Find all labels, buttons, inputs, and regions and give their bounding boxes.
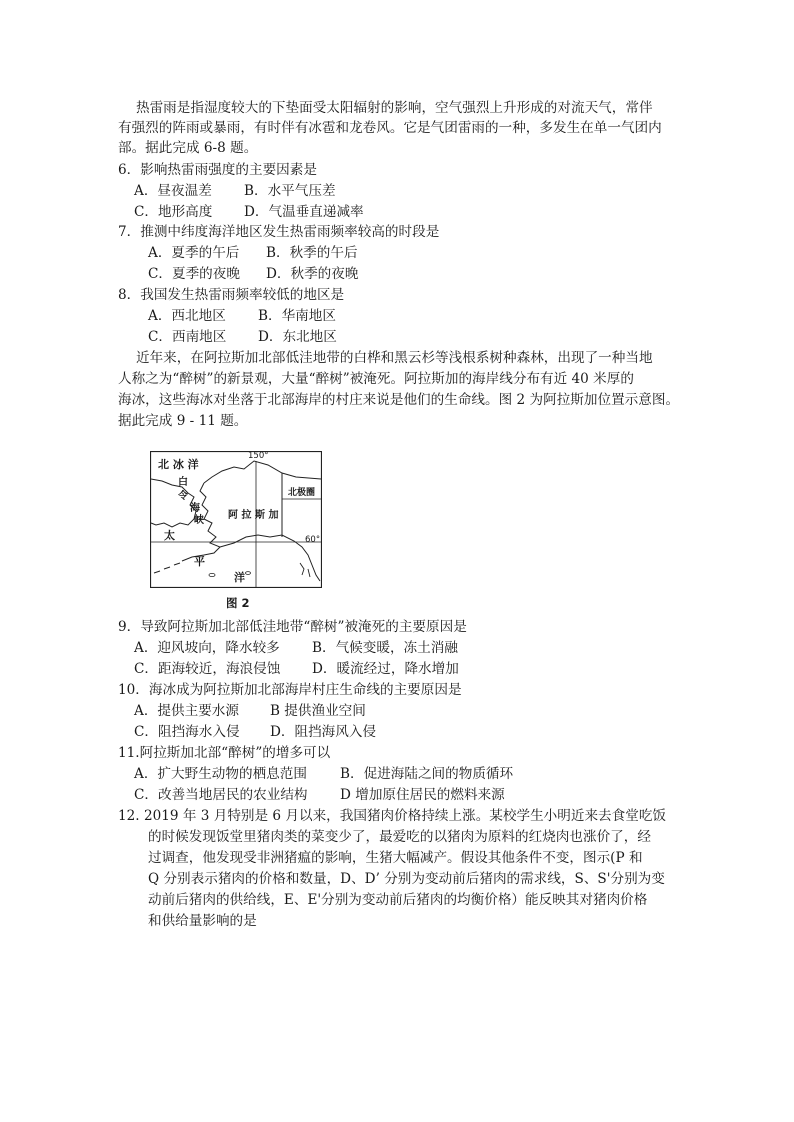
- question-11-stem: 11.阿拉斯加北部“醉树”的增多可以: [118, 745, 331, 761]
- label-arctic-ocean: 北 冰 洋: [158, 458, 199, 471]
- passage1-line2: 有强烈的阵雨或暴雨，有时伴有冰雹和龙卷风。它是气团雷雨的一种，多发生在单一气团内: [118, 120, 662, 136]
- q7-option-a: A．夏季的午后: [148, 245, 240, 261]
- figure-caption: 图 2: [226, 596, 250, 610]
- label-lat-60: 60°: [305, 535, 321, 545]
- q9-option-b: B．气候变暖，冻土消融: [312, 640, 458, 656]
- alaska-location-map: [150, 451, 322, 588]
- question-6-options-row1: [134, 181, 336, 201]
- q10-option-d: D．阻挡海风入侵: [270, 724, 377, 740]
- question-10-stem: 10．海冰成为阿拉斯加北部海岸村庄生命线的主要原因是: [118, 682, 462, 698]
- q10-option-c: C．阻挡海水入侵: [134, 724, 240, 740]
- label-pacific-2: 平: [194, 555, 205, 568]
- q6-option-a: A．昼夜温差: [134, 183, 212, 199]
- q11-option-b: B．促进海陆之间的物质循环: [340, 766, 514, 782]
- question-8-options-row1: [148, 306, 336, 326]
- q9-option-d: D．暖流经过，降水增加: [312, 661, 459, 677]
- q9-option-a: A．迎风坡向，降水较多: [134, 640, 280, 656]
- q7-option-c: C．夏季的夜晚: [148, 266, 240, 282]
- question-10-options-row2: [134, 722, 376, 742]
- q11-option-a: A．扩大野生动物的栖息范围: [134, 766, 307, 782]
- question-8-options-row2: [148, 327, 337, 347]
- label-bering-4: 峡: [194, 515, 204, 526]
- passage2-line2: 人称之为“醉树”的新景观，大量“醉树”被淹死。阿拉斯加的海岸线分布有近 40 米厚的: [118, 371, 634, 387]
- q7-option-d: D．秋季的夜晚: [266, 266, 359, 282]
- question-7-stem: 7．推测中纬度海洋地区发生热雷雨频率较高的时段是: [118, 224, 440, 240]
- label-lon-150: 150°: [248, 451, 269, 461]
- q6-option-c: C．地形高度: [134, 204, 213, 220]
- question-6-options-row2: [134, 202, 364, 222]
- question-12-line5: 动前后猪肉的供给线，E、E'分别为变动前后猪肉的均衡价格）能反映其对猪肉价格: [148, 892, 648, 908]
- label-bering-2: 令: [178, 491, 188, 502]
- label-pacific-1: 太: [164, 529, 175, 542]
- question-12-line6: 和供给量影响的是: [148, 913, 257, 929]
- question-6-stem: 6．影响热雷雨强度的主要因素是: [118, 162, 317, 178]
- q8-option-b: B．华南地区: [258, 308, 336, 324]
- passage2-line3: 海冰，这些海冰对坐落于北部海岸的村庄来说是他们的生命线。图 2 为阿拉斯加位置示意图。: [118, 392, 680, 408]
- question-10-options-row1: [134, 701, 366, 721]
- question-9-stem: 9．导致阿拉斯加北部低洼地带“醉树”被淹死的主要原因是: [118, 619, 467, 635]
- passage1-line1: 热雷雨是指湿度较大的下垫面受太阳辐射的影响，空气强烈上升形成的对流天气，常伴: [136, 100, 653, 116]
- question-12-line1: 12. 2019 年 3 月特别是 6 月以来，我国猪肉价格持续上涨。某校学生小明近来去食堂吃饭: [118, 808, 667, 824]
- question-9-options-row1: [134, 638, 458, 658]
- q9-option-c: C．距海较近，海浪侵蚀: [134, 661, 281, 677]
- q8-option-a: A．西北地区: [148, 308, 226, 324]
- q10-option-b: B 提供渔业空间: [270, 703, 366, 719]
- question-11-options-row2: [134, 785, 505, 805]
- passage1-line3: 部。据此完成 6-8 题。: [118, 140, 258, 156]
- label-bering-1: 白: [178, 477, 188, 488]
- label-bering-3: 海: [190, 503, 200, 514]
- question-8-stem: 8．我国发生热雷雨频率较低的地区是: [118, 287, 345, 303]
- question-7-options-row1: [148, 243, 358, 263]
- q7-option-b: B．秋季的午后: [266, 245, 358, 261]
- question-9-options-row2: [134, 659, 459, 679]
- q10-option-a: A．提供主要水源: [134, 703, 239, 719]
- question-12-line3: 过调查，他发现受非洲猪瘟的影响，生猪大幅减产。假设其他条件不变，图示(P 和: [148, 850, 643, 866]
- label-pacific-3: 洋: [234, 571, 245, 584]
- q6-option-d: D．气温垂直递减率: [244, 204, 364, 220]
- q6-option-b: B．水平气压差: [244, 183, 336, 199]
- question-12-line2: 的时候发现饭堂里猪肉类的菜变少了，最爱吃的以猪肉为原料的红烧肉也涨价了，经: [148, 829, 651, 845]
- label-alaska: 阿 拉 斯 加: [228, 510, 279, 521]
- passage2-line1: 近年来，在阿拉斯加北部低洼地带的白桦和黑云杉等浅根系树种森林，出现了一种当地: [136, 350, 653, 366]
- question-11-options-row1: [134, 764, 513, 784]
- passage2-line4: 据此完成 9 - 11 题。: [118, 413, 248, 429]
- q11-option-d: D 增加原住居民的燃料来源: [340, 787, 505, 803]
- question-12-line4: Q 分别表示猪肉的价格和数量，D、D’ 分别为变动前后猪肉的需求线，S、S'分别为变: [148, 871, 665, 887]
- q11-option-c: C．改善当地居民的农业结构: [134, 787, 308, 803]
- q8-option-c: C．西南地区: [148, 329, 227, 345]
- question-7-options-row2: [148, 264, 358, 284]
- label-arctic-circle: 北极圈: [288, 488, 316, 498]
- q8-option-d: D．东北地区: [258, 329, 337, 345]
